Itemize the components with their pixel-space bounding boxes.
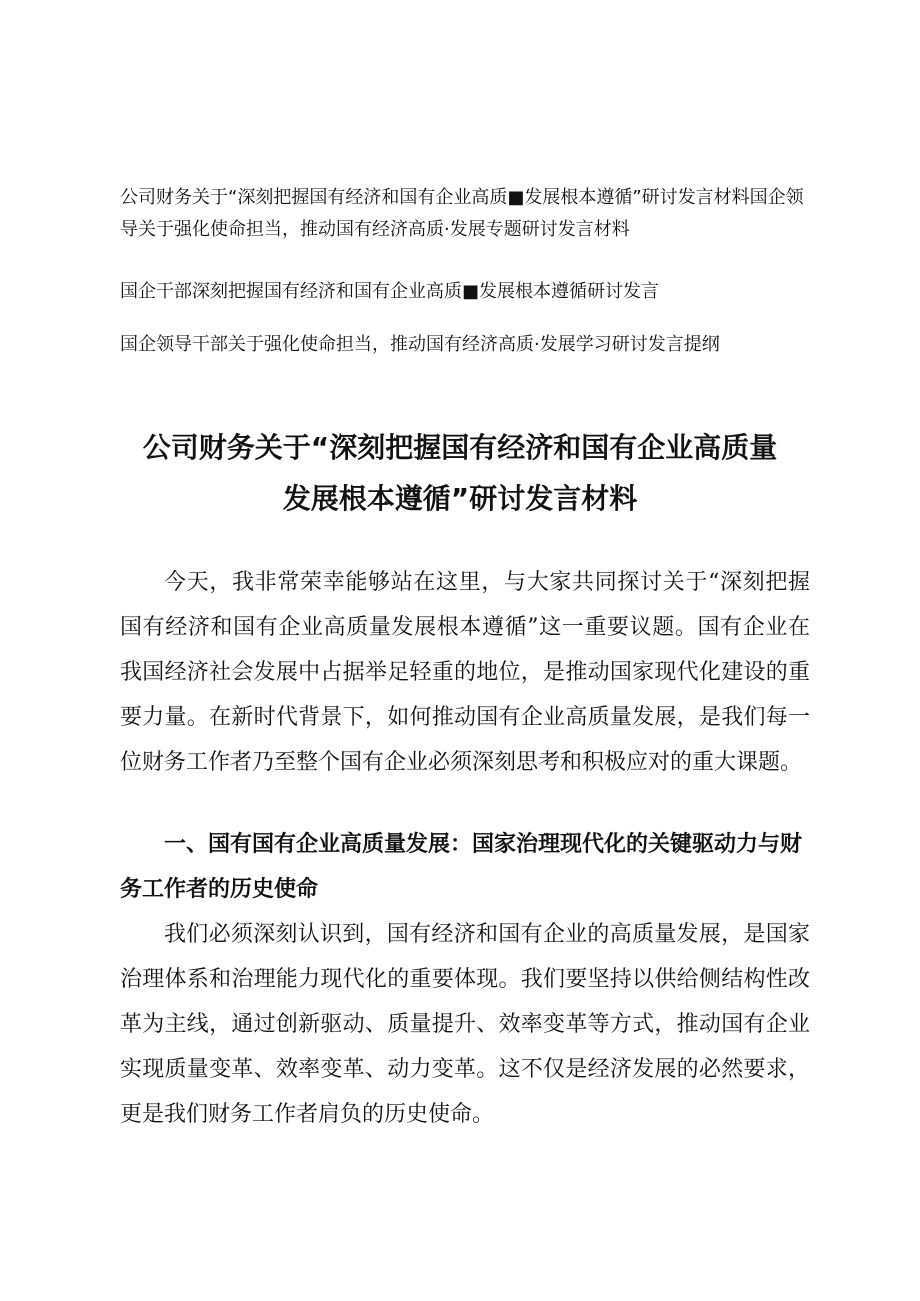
- toc-item: 公司财务关于“深刻把握国有经济和国有企业高质■发展根本遵循”研讨发言材料国企领导关于强化使命担当，推动国有经济高质·发展专题研讨发言材料: [120, 187, 804, 240]
- section-paragraph: 我们必须深刻认识到，国有经济和国有企业的高质量发展，是国家治理体系和治理能力现代化的重要体现。我们要坚持以供给侧结构性改革为主线，通过创新驱动、质量提升、效率变革等方式，推动国有企业实现质量变革、效率变革、动力变革。这不仅是经济发展的必然要求，更是我们财务工作者肩负的历史使命。: [120, 922, 810, 1127]
- section-heading: 一、国有国有企业高质量发展：国家治理现代化的关键驱动力与财务工作者的历史使命: [120, 832, 803, 902]
- toc-item: 国企干部深刻把握国有经济和国有企业高质■发展根本遵循研讨发言: [120, 281, 660, 302]
- toc-item: 国企领导干部关于强化使命担当，推动国有经济高质·发展学习研讨发言提纲: [120, 334, 720, 355]
- document-title: 公司财务关于“深刻把握国有经济和国有企业高质量发展根本遵循”研讨发言材料: [142, 431, 778, 515]
- intro-paragraph: 今天，我非常荣幸能够站在这里，与大家共同探讨关于“深刻把握国有经济和国有企业高质量发展根本遵循”这一重要议题。国有企业在我国经济社会发展中占据举足轻重的地位，是推动国家现代化建设的重要力量。在新时代背景下，如何推动国有企业高质量发展，是我们每一位财务工作者乃至整个国有企业必须深刻思考和积极应对的重大课题。: [120, 570, 810, 775]
